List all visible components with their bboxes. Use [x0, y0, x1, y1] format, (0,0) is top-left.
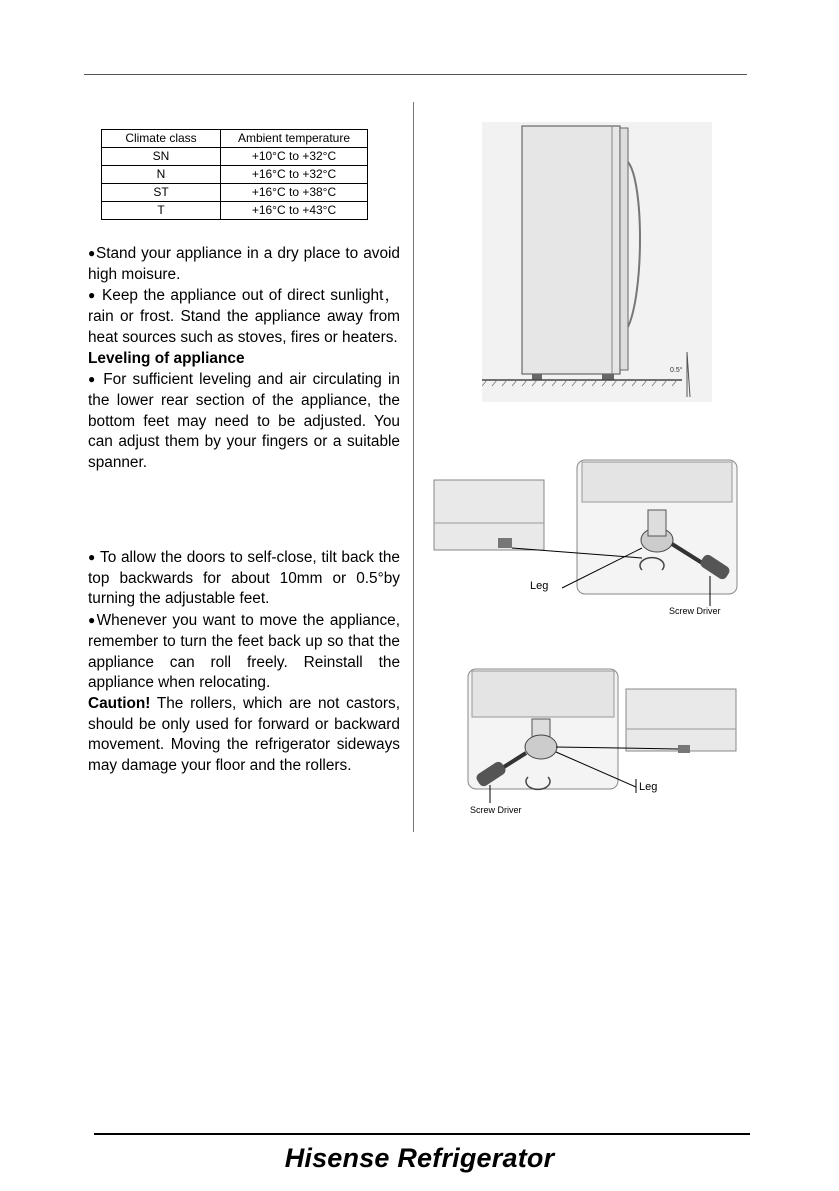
screw-driver-label: Screw Driver [669, 606, 721, 616]
paragraph-leveling: ● For sufficient leveling and air circulating in the lower rear section of the appliance, the bottom feet may need to be adjusted. You can adjust them by your fingers or a suitable spanner. [88, 371, 400, 472]
table-cell: +10°C to +32°C [221, 148, 368, 166]
table-cell: +16°C to +32°C [221, 166, 368, 184]
leg-label: Leg [530, 580, 549, 592]
fridge-side-view-figure [482, 122, 712, 402]
bullet-icon: ● [88, 246, 96, 260]
table-header-cell: Ambient temperature [221, 130, 368, 148]
paragraph-caution: Caution! The rollers, which are not castors, should be only used for forward or backward movement. Moving the refrigerator sideways may damage your floor and the rollers. [88, 694, 400, 775]
table-row [102, 184, 368, 202]
angle-label: 0.5° [670, 367, 683, 374]
section-heading: Leveling of appliance [88, 349, 245, 367]
bullet-icon: ● [88, 372, 98, 387]
bullet-icon: ● [88, 550, 96, 564]
table-cell: SN [102, 148, 221, 166]
table-cell: N [102, 166, 221, 184]
footer-rule [94, 1133, 750, 1135]
table-cell: T [102, 202, 221, 220]
table-header-cell: Climate class [102, 130, 221, 148]
header-rule [84, 74, 747, 75]
paragraph-self-close: ● To allow the doors to self-close, tilt back the top backwards for about 10mm or 0.5°by turning the adjustable feet. [88, 549, 400, 608]
caution-label: Caution! [88, 694, 151, 712]
brand-footer: Hisense Refrigerator [284, 1143, 555, 1173]
leg-label: Leg [639, 781, 658, 793]
table-cell: +16°C to +43°C [221, 202, 368, 220]
paragraph-move: ●Whenever you want to move the appliance, remember to turn the feet back up so that the appliance can roll freely. Reinstall the appliance when relocating. [88, 612, 400, 692]
paragraph-dry-place: ●Stand your appliance in a dry place to avoid high moisure. [88, 245, 400, 283]
table-row [102, 148, 368, 166]
table-cell: ST [102, 184, 221, 202]
screw-driver-label: Screw Driver [470, 805, 522, 815]
bullet-icon: ● [88, 613, 97, 628]
bullet-icon: ● [88, 288, 97, 303]
table-row [102, 166, 368, 184]
text-block-top [88, 243, 400, 474]
table-cell: +16°C to +38°C [221, 184, 368, 202]
adjust-leg-figure-2 [466, 667, 738, 817]
text-block-bottom [88, 547, 400, 777]
adjust-leg-figure-1 [432, 458, 742, 620]
paragraph-sunlight: ● Keep the appliance out of direct sunlight， rain or frost. Stand the appliance away from heat sources such as stoves, fires or heaters. [88, 287, 400, 346]
column-divider [413, 102, 414, 832]
table-header-row [102, 130, 368, 148]
table-row [102, 202, 368, 220]
climate-table [101, 129, 368, 220]
